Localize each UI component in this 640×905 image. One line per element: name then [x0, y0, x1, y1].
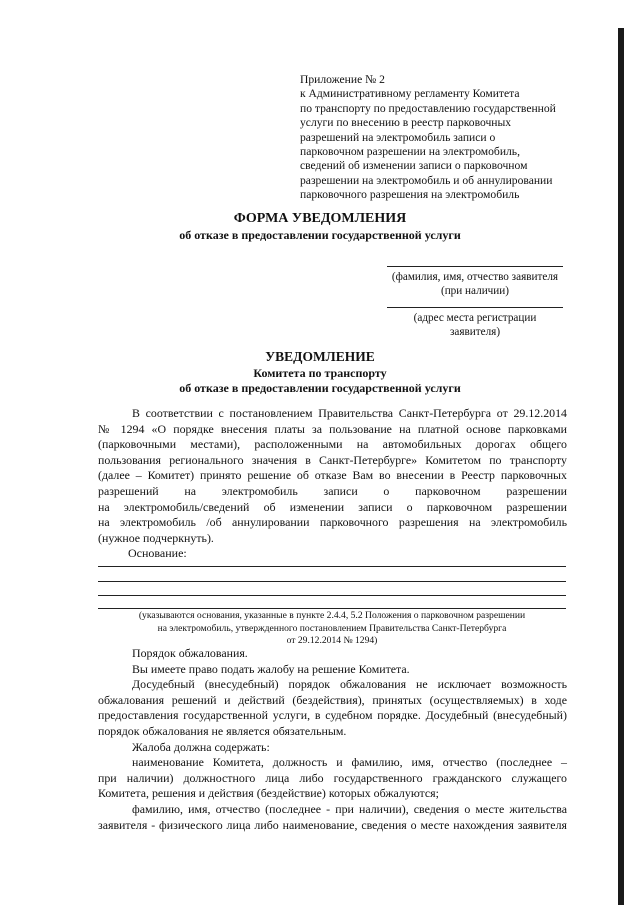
applicant-name-caption: (фамилия, имя, отчество заявителя [391, 271, 559, 283]
paragraph-line: В соответствии с постановлением Правительства Санкт-Петербурга от 29.12.2014 [132, 406, 567, 420]
appendix-line: разрешений на электромобиль записи о [300, 130, 496, 144]
appendix-line: по транспорту по предоставлению государственной [300, 101, 556, 115]
appeal-line: Вы имеете право подать жалобу на решение Комитета. [132, 661, 410, 676]
paragraph-line: (парковочными местами), расположенными на автомобильных дорогах общего [98, 437, 567, 452]
applicant-address-line [387, 307, 563, 308]
notice-subject: об отказе в предоставлении государственной услуги [179, 381, 461, 395]
paragraph-line: на электромобиль /об аннулировании парковочного разрешения на электромобиль [98, 515, 567, 530]
basis-line [98, 581, 566, 582]
form-title: ФОРМА УВЕДОМЛЕНИЯ [233, 211, 407, 226]
basis-line [98, 595, 566, 596]
appeal-line: Досудебный (внесудебный) порядок обжалования не исключает возможность [132, 677, 567, 692]
appendix-line: парковочного разрешения на электромобиль [300, 188, 520, 202]
paragraph-line: на электромобиль/сведений об изменении записи о парковочном разрешении [98, 499, 567, 514]
appeal-line: заявителя - физического лица либо наименование, сведения о месте нахождения заявителя [98, 817, 567, 832]
paragraph-line: разрешений на электромобиль записи о парковочном разрешении [98, 483, 567, 498]
applicant-name-line [387, 266, 563, 267]
appeal-line: Порядок обжалования. [132, 646, 248, 660]
appendix-header [300, 73, 582, 203]
basis-line [98, 566, 566, 567]
paragraph-line: (далее – Комитет) принято решение об отказе Вам во внесении в Реестр парковочных [98, 468, 567, 483]
appeal-line: порядок обжалования не является обязательным. [98, 723, 347, 738]
appeal-line: Жалоба должна содержать: [132, 739, 270, 754]
appendix-line: сведений об изменении записи о парковочном [300, 159, 528, 173]
basis-note-line: на электромобиль, утвержденного постановлением Правительства Санкт-Петербурга [157, 622, 507, 634]
notice-heading: УВЕДОМЛЕНИЕ [265, 349, 375, 364]
applicant-address-caption: заявителя) [449, 326, 501, 338]
appeal-line: предоставления государственной услуги, в судебном порядке. Досудебный (внесудебный) [98, 708, 567, 723]
appendix-line: к Административному регламенту Комитета [300, 87, 520, 101]
appendix-line: парковочном разрешении на электромобиль, [300, 145, 520, 159]
appendix-line: разрешении на электромобиль и об аннулировании [300, 173, 553, 187]
main-paragraph [98, 406, 567, 546]
appeal-line: наименование Комитета, должность и фамилию, имя, отчество (последнее – [132, 755, 567, 770]
basis-note [98, 610, 566, 648]
appeal-line: Комитета, решения и действия (бездействие) которых обжалуются; [98, 786, 439, 801]
basis-label: Основание: [128, 546, 187, 560]
appendix-line: Приложение № 2 [300, 73, 385, 86]
paragraph-line: № 1294 «О порядке внесения платы за пользование на платной основе парковками [98, 421, 567, 436]
notice-from: Комитета по транспорту [253, 366, 387, 380]
basis-note-line: от 29.12.2014 № 1294) [286, 635, 378, 647]
applicant-name-caption: (при наличии) [440, 285, 510, 297]
basis-note-line: (указываются основания, указанные в пункте 2.4.4, 5.2 Положения о парковочном разрешении [138, 610, 526, 621]
appeal-line: при наличии) должностного лица либо государственного гражданского служащего [98, 770, 567, 785]
basis-line [98, 608, 566, 609]
appeal-line: фамилию, имя, отчество (последнее - при наличии), сведения о месте жительства [132, 801, 567, 816]
appeal-line: обжалования решений и действий (бездействия), принятых (осуществляемых) в ходе [98, 692, 567, 707]
paragraph-line: пользования регионального значения в Санкт-Петербурге» Комитетом по транспорту [98, 452, 567, 467]
page-edge-shadow [618, 28, 624, 905]
appendix-line: услуги по внесению в реестр парковочных [300, 116, 512, 130]
paragraph-line: (нужное подчеркнуть). [98, 530, 214, 545]
applicant-address-caption: (адрес места регистрации [413, 312, 537, 324]
form-subtitle: об отказе в предоставлении государственной услуги [179, 228, 461, 242]
appeal-section [98, 646, 567, 833]
